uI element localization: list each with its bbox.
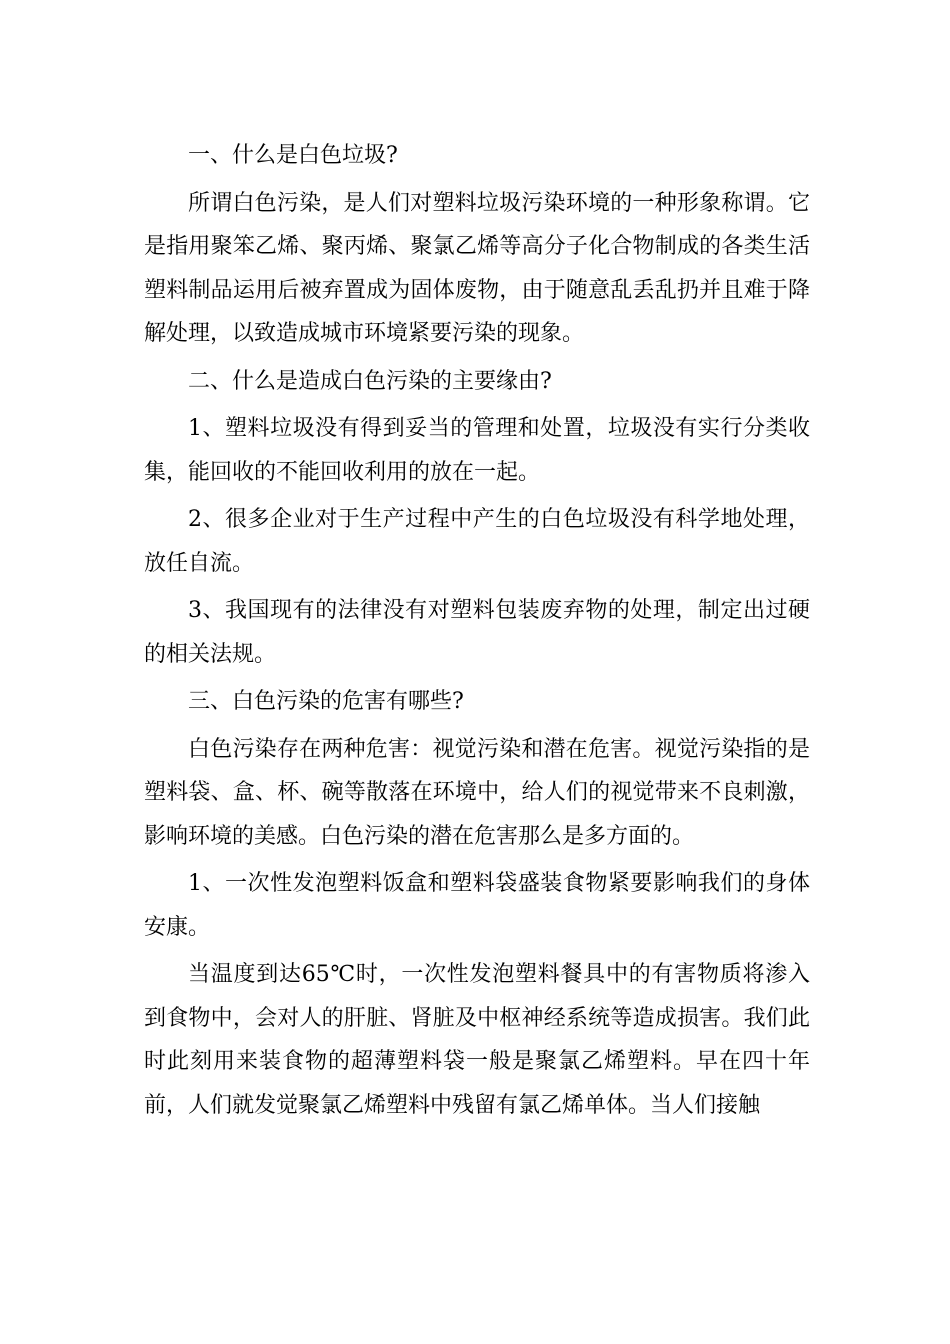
paragraph-hazards: 白色污染存在两种危害：视觉污染和潜在危害。视觉污染指的是塑料袋、盒、杯、碗等散落在环境中，给人们的视觉带来不良刺激，影响环境的美感。白色污染的潜在危害那么是多方面的。	[144, 736, 810, 849]
section-heading-3: 三、白色污染的危害有哪些?	[188, 689, 464, 714]
document-page	[144, 134, 810, 1131]
hazard-item-1: 1、一次性发泡塑料饭盒和塑料袋盛装食物紧要影响我们的身体安康。	[144, 871, 810, 940]
cause-item-1: 1、塑料垃圾没有得到妥当的管理和处置，垃圾没有实行分类收集，能回收的不能回收利用的放在一起。	[144, 416, 810, 485]
paragraph-definition: 所谓白色污染，是人们对塑料垃圾污染环境的一种形象称谓。它是指用聚笨乙烯、聚丙烯、聚氯乙烯等高分子化合物制成的各类生活塑料制品运用后被弃置成为固体废物，由于随意乱丢乱扔并且难于降解处理，以致造成城市环境紧要污染的现象。	[144, 190, 810, 346]
cause-item-3: 3、我国现有的法律没有对塑料包装废弃物的处理，制定出过硬的相关法规。	[144, 598, 810, 667]
section-heading-2: 二、什么是造成白色污染的主要缘由?	[188, 368, 552, 394]
cause-item-2: 2、很多企业对于生产过程中产生的白色垃圾没有科学地处理，放任自流。	[144, 507, 810, 576]
section-heading-1: 一、什么是白色垃圾?	[188, 143, 398, 168]
paragraph-temperature: 当温度到达65℃时，一次性发泡塑料餐具中的有害物质将渗入到食物中，会对人的肝脏、肾脏及中枢神经系统等造成损害。我们此时此刻用来装食物的超薄塑料袋一般是聚氯乙烯塑料。早在四十年前，人们就发觉聚氯乙烯塑料中残留有氯乙烯单体。当人们接触	[144, 962, 810, 1118]
